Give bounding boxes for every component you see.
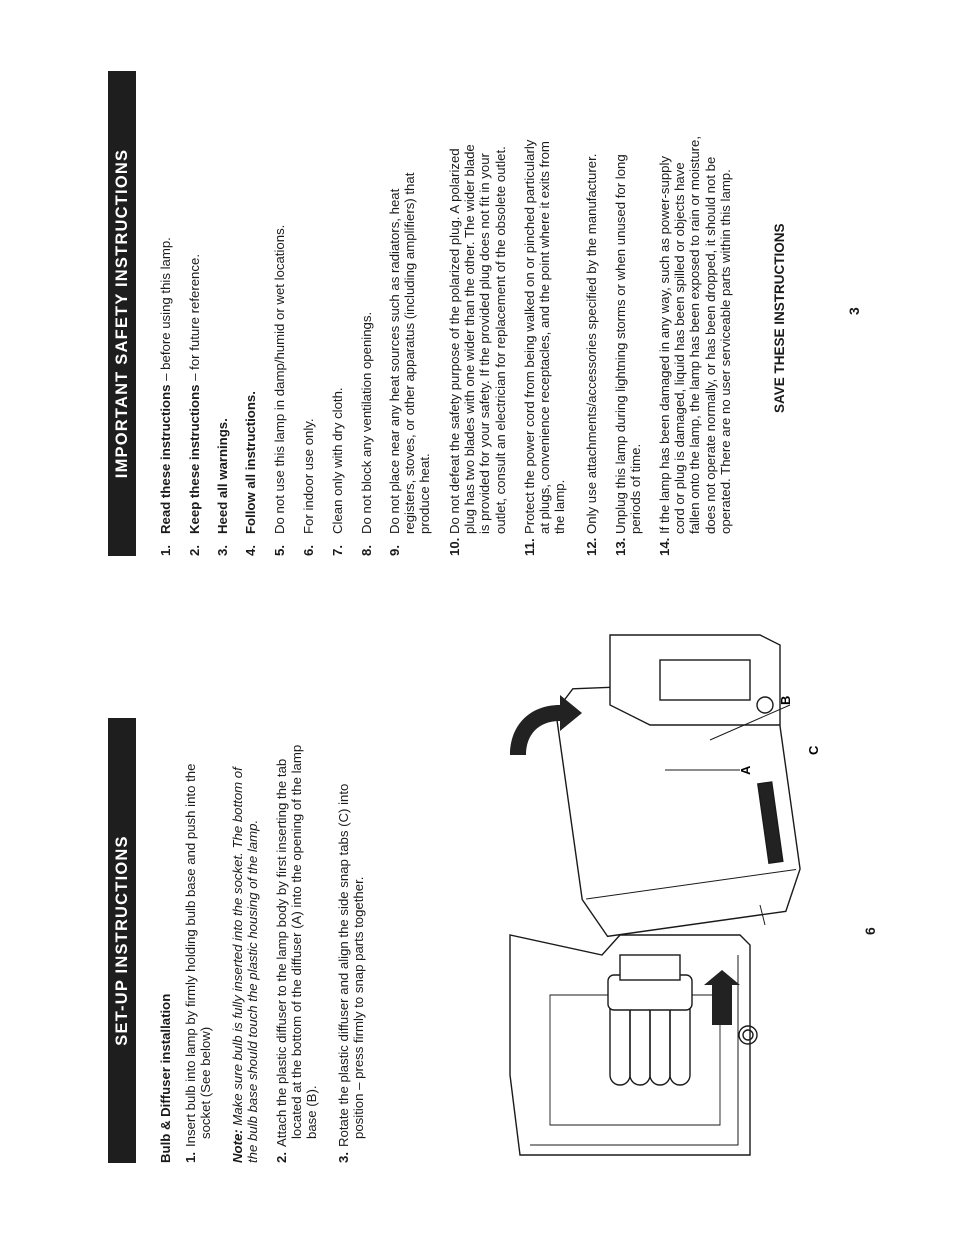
safety-banner: IMPORTANT SAFETY INSTRUCTIONS: [108, 71, 136, 556]
item-number: 2.: [187, 545, 202, 556]
safety-item-7: 7. Clean only with dry cloth.: [330, 387, 345, 556]
step3-line1: Rotate the plastic diffuser and align the side snap tabs (C) into: [336, 783, 351, 1147]
item-number: 6.: [301, 545, 316, 556]
safety-item-11: 11. Protect the power cord from being walked on or pinched particularly at plugs, convenience receptacles, and the point where it exits from the lamp.: [522, 139, 568, 556]
safety-item-6: 6. For indoor use only.: [301, 418, 316, 556]
safety-item-2: 2. Keep these instructions – for future reference.: [187, 254, 202, 556]
step2-number: 2.: [274, 1152, 289, 1163]
setup-page: [0, 618, 954, 1235]
safety-item-8: 8. Do not block any ventilation openings.: [359, 311, 374, 556]
item-number: 3.: [215, 545, 230, 556]
step2-line3: base (B).: [304, 1085, 319, 1139]
safety-item-3: 3. Heed all warnings.: [215, 418, 230, 556]
safety-item-10: 10. Do not defeat the safety purpose of the polarized plug. A polarized plug has two blades with one wider than the other. The wider blade is provided for your safety. If the provided plug does not fit in your outlet, consult an electrician for replacement of the obsolete outlet.: [447, 144, 508, 556]
lamp-assembly-illustration: [490, 635, 821, 1175]
setup-page-number: 6: [862, 927, 878, 935]
callout-b: B: [778, 695, 793, 705]
item-number: 7.: [330, 545, 345, 556]
safety-page-number: 3: [846, 307, 862, 315]
safety-item-13: 13. Unplug this lamp during lightning storms or when unused for long periods of time.: [613, 154, 644, 556]
setup-banner: SET-UP INSTRUCTIONS: [108, 718, 136, 1163]
setup-note-line2: the bulb base should touch the plastic housing of the lamp.: [245, 819, 260, 1163]
safety-item-9: 9. Do not place near any heat sources such as radiators, heat registers, stoves, or other apparatus (including amplifiers) that produce heat.: [387, 172, 433, 556]
note-text-1: Make sure bulb is fully inserted into the socket. The bottom of: [230, 767, 245, 1130]
step3-number: 3.: [336, 1152, 351, 1163]
safety-item-5: 5. Do not use this lamp in damp/humid or wet locations.: [272, 224, 287, 556]
step1-line2: socket (See below): [198, 1026, 213, 1139]
step1-line1: Insert bulb into lamp by firmly holding bulb base and push into the: [183, 763, 198, 1147]
item-number: 4.: [243, 545, 258, 556]
step2-line2: located at the bottom of the diffuser (A) into the opening of the lamp: [289, 744, 304, 1139]
setup-note-line1: [230, 767, 246, 1163]
callout-c: C: [806, 745, 821, 755]
safety-item-12: 12. Only use attachments/accessories specified by the manufacturer.: [584, 153, 599, 556]
safety-item-14: 14. If the lamp has been damaged in any way, such as power-supply cord or plug is damaged, liquid has been spilled or objects have fallen onto the lamp, the lamp has been exposed to rain or moisture, does not operate normally, or has been dropped, it should not be operated. There are no user serviceable parts within this lamp.: [657, 135, 733, 556]
item-number: 1.: [158, 545, 173, 556]
step3-line2: position – press firmly to snap parts together.: [351, 876, 366, 1139]
note-label: Note:: [230, 1129, 245, 1163]
safety-item-4: 4. Follow all instructions.: [243, 391, 258, 556]
save-instructions-footer: SAVE THESE INSTRUCTIONS: [772, 223, 787, 413]
setup-subheading: Bulb & Diffuser installation: [158, 993, 173, 1163]
item-number: 5.: [272, 545, 287, 556]
callout-a: A: [738, 765, 753, 775]
safety-item-1: 1. Read these instructions – before using this lamp.: [158, 237, 173, 556]
item-number: 8.: [359, 545, 374, 556]
step1-number: 1.: [183, 1152, 198, 1163]
step2-line1: Attach the plastic diffuser to the lamp body by first inserting the tab: [274, 758, 289, 1147]
